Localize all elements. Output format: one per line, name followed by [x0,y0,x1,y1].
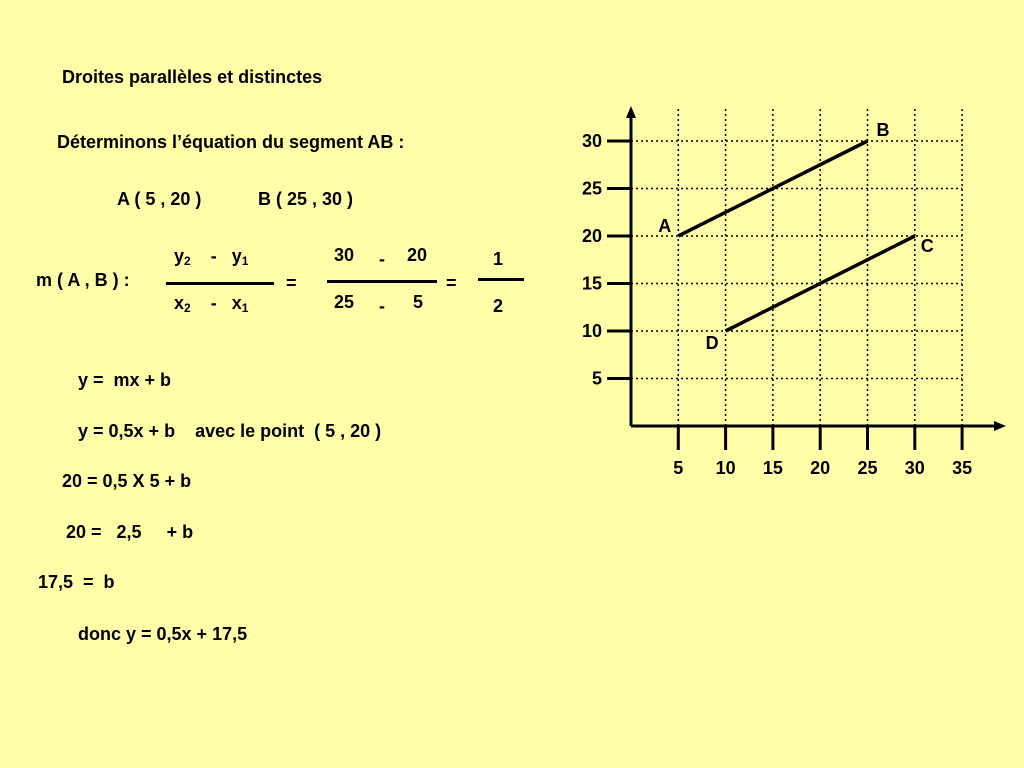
subtitle: Déterminons l’équation du segment AB : [57,132,405,152]
y-tick-label: 10 [581,321,602,341]
x-axis-arrow-icon [994,421,1006,431]
values-denominator-a: 25 [334,292,355,312]
point-label-d: D [705,333,719,353]
x-tick-label: 10 [715,458,736,478]
y-tick-label: 20 [581,226,602,246]
result-denominator: 2 [493,296,504,316]
step-6: donc y = 0,5x + 17,5 [78,624,248,644]
x-tick-label: 30 [904,458,925,478]
point-b-coords: B ( 25 , 30 ) [258,189,354,209]
slope-label: m ( A , B ) : [36,270,130,290]
y-axis-arrow-icon [626,106,636,118]
step-4: 20 = 2,5 + b [66,522,194,542]
equals-sign-2: = [446,273,457,293]
y-tick-label: 30 [581,131,602,151]
formula-denominator: $x_2$ - $x_1$ [174,293,249,315]
step-2: y = 0,5x + b avec le point ( 5 , 20 ) [78,421,382,441]
step-1: y = mx + b [78,370,172,390]
values-numerator-minus: - [379,249,385,269]
x-tick-label: 25 [857,458,878,478]
step-5: 17,5 = b [38,572,115,592]
formula-numerator: $y_2$ - $y_1$ [174,246,249,268]
values-numerator-b: 20 [407,245,428,265]
values-denominator-minus: - [379,296,385,316]
values-denominator-b: 5 [413,292,424,312]
y-tick-label: 15 [581,273,602,294]
y-tick-label: 5 [591,368,602,389]
result-numerator: 1 [493,249,504,269]
x-tick-label: 5 [673,458,684,478]
x-tick-label: 20 [810,458,831,478]
y-tick-label: 25 [581,178,602,199]
values-numerator-a: 30 [334,245,355,265]
step-3: 20 = 0,5 X 5 + b [62,471,192,491]
x-tick-label: 35 [952,458,973,478]
x-tick-label: 15 [762,458,783,478]
page-title: Droites parallèles et distinctes [62,67,323,87]
point-label-c: C [920,236,934,256]
point-a-coords: A ( 5 , 20 ) [117,189,202,209]
point-label-a: A [658,216,672,236]
point-label-b: B [876,120,890,140]
equals-sign-1: = [286,273,297,293]
